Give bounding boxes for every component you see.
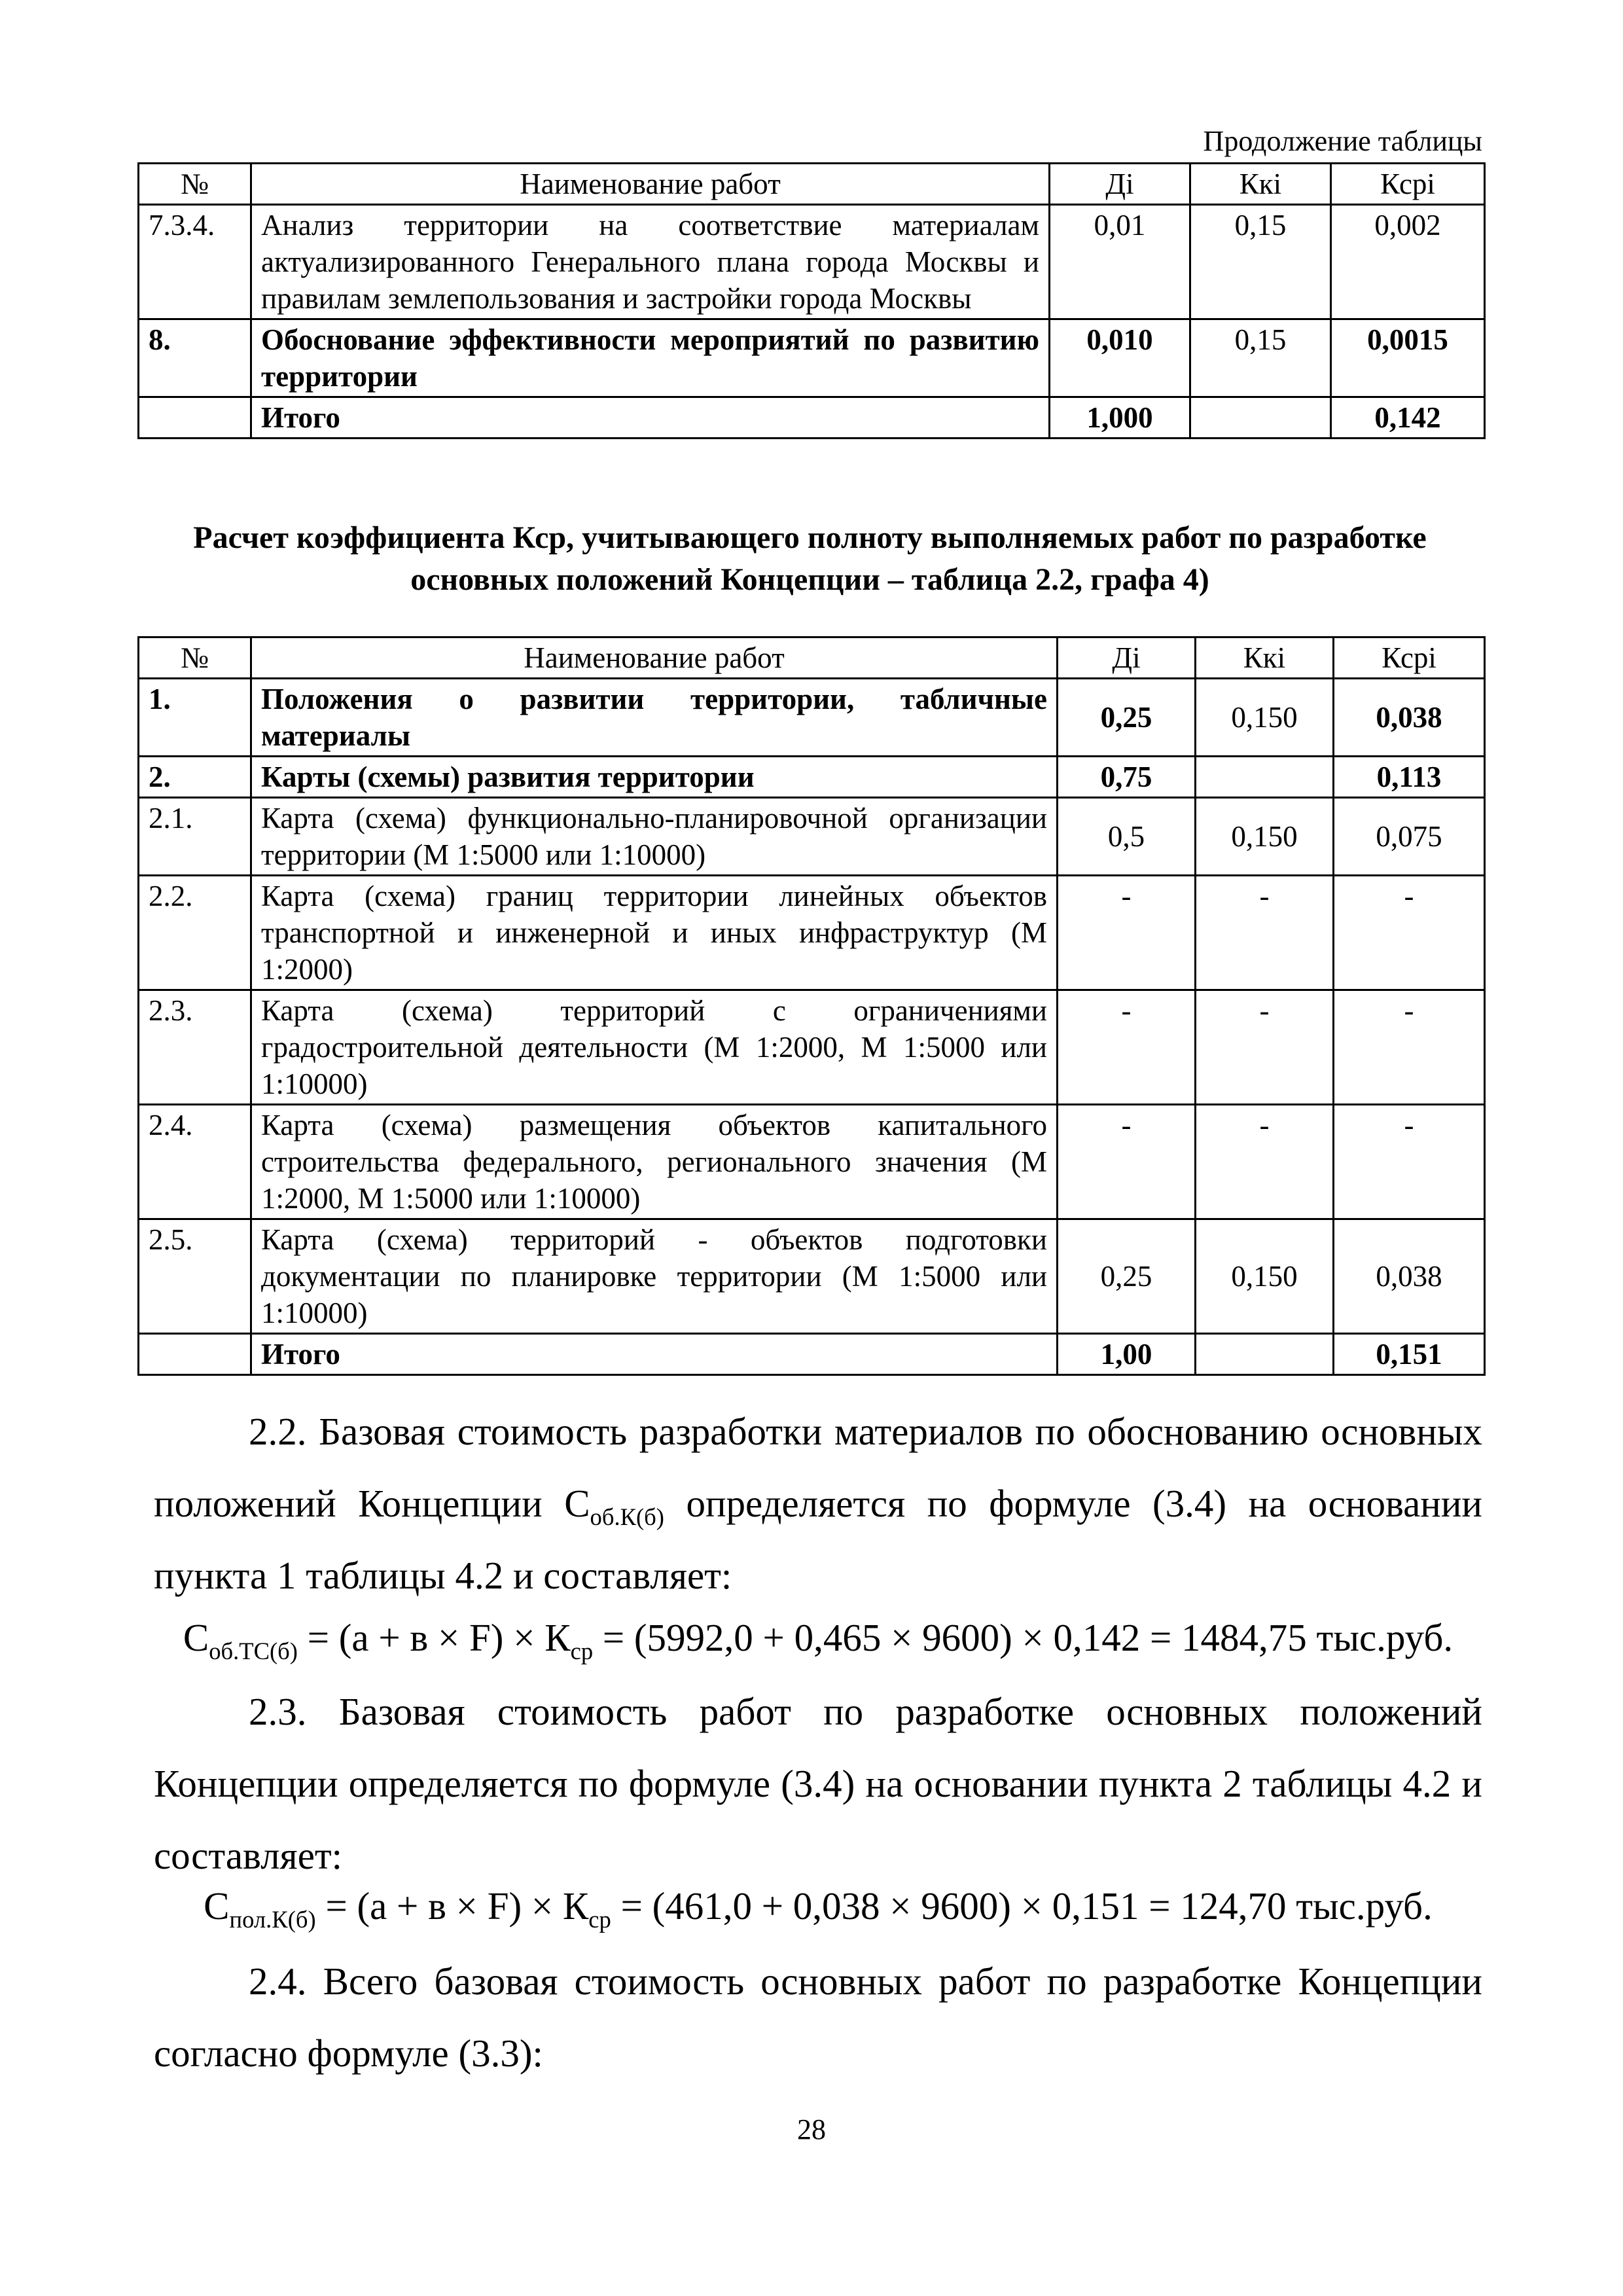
col-header-kcri: Ксрi	[1334, 637, 1485, 679]
table-row	[139, 798, 1485, 876]
cell-di: -	[1058, 1105, 1196, 1219]
cell-kcri: 0,151	[1334, 1334, 1485, 1375]
cell-kcri: 0,113	[1334, 757, 1485, 798]
col-header-num: №	[139, 637, 251, 679]
continuation-caption: Продолжение таблицы	[1203, 125, 1482, 157]
paragraph-text: определяется по формуле (3.4) на основании пункта 1 таблицы 4.2 и составляет:	[154, 1482, 1482, 1597]
cell-name: Карта (схема) размещения объектов капитального строительства федерального, регионального значения (М 1:2000, М 1:5000 или 1:10000)	[251, 1105, 1058, 1219]
table-continuation	[137, 162, 1486, 439]
formula-subscript: ср	[570, 1637, 594, 1664]
cell-kki: -	[1196, 990, 1334, 1105]
cell-kki: 0,15	[1190, 205, 1331, 319]
cell-kki: -	[1196, 1105, 1334, 1219]
table-row	[139, 1219, 1485, 1334]
formula-1	[154, 1615, 1482, 1664]
cell-num: 2.5.	[139, 1219, 251, 1334]
table-row	[139, 990, 1485, 1105]
cell-name: Обоснование эффективности мероприятий по развитию территории	[251, 319, 1050, 397]
cell-num: 2.2.	[139, 876, 251, 990]
cell-num: 7.3.4.	[139, 205, 251, 319]
cell-num	[139, 397, 251, 439]
cell-kcri: -	[1334, 1105, 1485, 1219]
cell-kki	[1190, 397, 1331, 439]
cell-name: Карта (схема) территорий с ограничениями градостроительной деятельности (М 1:2000, М 1:5000 или 1:10000)	[251, 990, 1058, 1105]
cell-num: 2.	[139, 757, 251, 798]
cell-name: Анализ территории на соответствие материалам актуализированного Генерального плана города Москвы и правилам землепользования и застройки города Москвы	[251, 205, 1050, 319]
cell-kcri: -	[1334, 990, 1485, 1105]
cell-di: 0,25	[1058, 679, 1196, 757]
table-row	[139, 1105, 1485, 1219]
cell-num	[139, 1334, 251, 1375]
formula-result: = (5992,0 + 0,465 × 9600) × 0,142 = 1484,75 тыс.руб.	[593, 1616, 1454, 1659]
cell-name: Карта (схема) территорий - объектов подготовки документации по планировке территории (М 1:5000 или 1:10000)	[251, 1219, 1058, 1334]
table-total-row	[139, 397, 1485, 439]
cell-name: Положения о развитии территории, табличные материалы	[251, 679, 1058, 757]
col-header-num: №	[139, 164, 251, 205]
cell-kki: 0,150	[1196, 798, 1334, 876]
cell-kcri: 0,142	[1331, 397, 1485, 439]
formula-subscript: пол.К(б)	[229, 1905, 316, 1933]
cell-di: 0,010	[1050, 319, 1190, 397]
table-row	[139, 679, 1485, 757]
cell-num: 8.	[139, 319, 251, 397]
formula-2	[154, 1884, 1482, 1933]
cell-kcri: 0,038	[1334, 1219, 1485, 1334]
cell-di: -	[1058, 876, 1196, 990]
table-row	[139, 757, 1485, 798]
cell-kcri: 0,0015	[1331, 319, 1485, 397]
cell-kki: -	[1196, 876, 1334, 990]
cell-kki: 0,150	[1196, 679, 1334, 757]
col-header-kki: Ккi	[1190, 164, 1331, 205]
cell-num: 1.	[139, 679, 251, 757]
paragraph-text: 2.2. Базовая стоимость разработки материалов по обоснованию основных положений Концепции С	[154, 1410, 1482, 1525]
cell-di: 0,01	[1050, 205, 1190, 319]
cell-di: 0,25	[1058, 1219, 1196, 1334]
formula-result: = (461,0 + 0,038 × 9600) × 0,151 = 124,70 тыс.руб.	[611, 1884, 1433, 1928]
table-heading: Расчет коэффициента Кср, учитывающего полноту выполняемых работ по разработке основных положений Концепции – таблица 2.2, графа 4)	[193, 520, 1427, 597]
col-header-di: Дi	[1058, 637, 1196, 679]
formula-symbol: С	[204, 1884, 230, 1928]
cell-di: 0,75	[1058, 757, 1196, 798]
formula-expression: = (а + в × F) × К	[315, 1884, 589, 1928]
table-kcr	[137, 636, 1486, 1376]
cell-name: Карты (схемы) развития территории	[251, 757, 1058, 798]
paragraph-2-2	[154, 1395, 1482, 1611]
cell-name: Карта (схема) границ территории линейных объектов транспортной и инженерной и иных инфраструктур (М 1:2000)	[251, 876, 1058, 990]
table-header-row	[139, 637, 1485, 679]
cell-num: 2.1.	[139, 798, 251, 876]
cell-kki: 0,150	[1196, 1219, 1334, 1334]
table-row	[139, 876, 1485, 990]
cell-name: Итого	[251, 397, 1050, 439]
formula-expression: = (а + в × F) × К	[297, 1616, 571, 1659]
col-header-kcri: Ксрi	[1331, 164, 1485, 205]
cell-name: Итого	[251, 1334, 1058, 1375]
col-header-kki: Ккi	[1196, 637, 1334, 679]
cell-name: Карта (схема) функционально-планировочной организации территории (М 1:5000 или 1:10000)	[251, 798, 1058, 876]
formula-subscript: ср	[588, 1905, 611, 1933]
cell-kki: 0,15	[1190, 319, 1331, 397]
cell-kcri: 0,075	[1334, 798, 1485, 876]
formula-symbol: С	[183, 1616, 209, 1659]
cell-di: 1,000	[1050, 397, 1190, 439]
cell-num: 2.4.	[139, 1105, 251, 1219]
col-header-name: Наименование работ	[251, 164, 1050, 205]
table-header-row	[139, 164, 1485, 205]
subscript: об.К(б)	[590, 1503, 664, 1530]
table-row	[139, 319, 1485, 397]
cell-kcri: 0,002	[1331, 205, 1485, 319]
table-total-row	[139, 1334, 1485, 1375]
cell-di: -	[1058, 990, 1196, 1105]
table-row	[139, 205, 1485, 319]
paragraph-2-3: 2.3. Базовая стоимость работ по разработке основных положений Концепции определяется по формуле (3.4) на основании пункта 2 таблицы 4.2 и составляет:	[154, 1690, 1482, 1877]
cell-kcri: 0,038	[1334, 679, 1485, 757]
cell-kki	[1196, 757, 1334, 798]
cell-di: 1,00	[1058, 1334, 1196, 1375]
col-header-name: Наименование работ	[251, 637, 1058, 679]
formula-subscript: об.ТС(б)	[209, 1637, 298, 1664]
col-header-di: Дi	[1050, 164, 1190, 205]
cell-kcri: -	[1334, 876, 1485, 990]
cell-di: 0,5	[1058, 798, 1196, 876]
cell-kki	[1196, 1334, 1334, 1375]
cell-num: 2.3.	[139, 990, 251, 1105]
paragraph-2-4: 2.4. Всего базовая стоимость основных работ по разработке Концепции согласно формуле (3.3):	[154, 1960, 1482, 2075]
page-number: 28	[797, 2113, 826, 2145]
